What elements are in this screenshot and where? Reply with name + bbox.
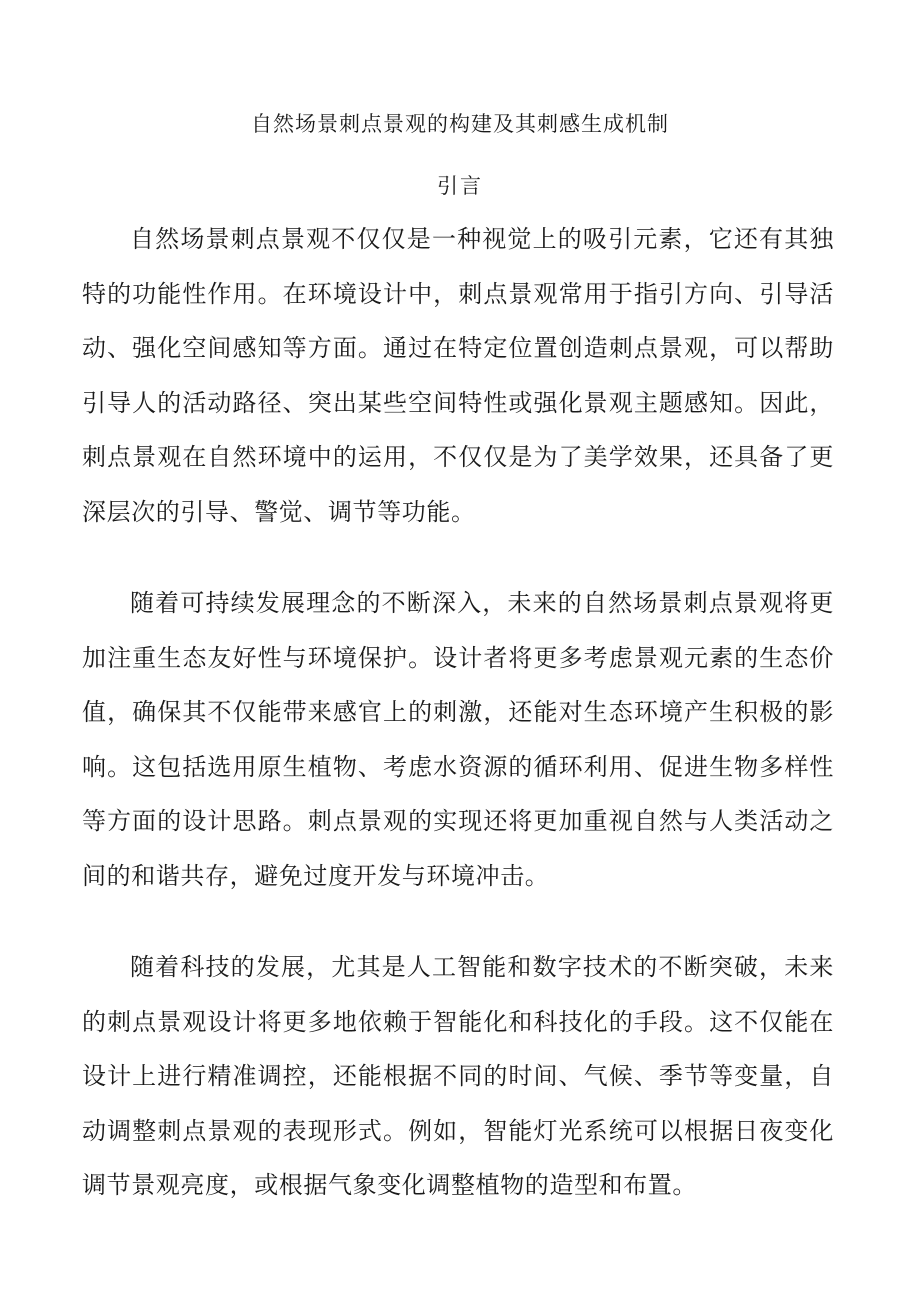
paragraph-3: 随着科技的发展，尤其是人工智能和数字技术的不断突破，未来的刺点景观设计将更多地依赖于智能化和科技化的手段。这不仅能在设计上进行精准调控，还能根据不同的时间、气候、季节等变量，自动调整刺点景观的表现形式。例如，智能灯光系统可以根据日夜变化调节景观亮度，或根据气象变化调整植物的造型和布置。 — [82, 953, 834, 1199]
section-heading: 引言 — [437, 174, 483, 198]
document-title: 自然场景刺点景观的构建及其刺感生成机制 — [251, 112, 669, 136]
paragraph-2: 随着可持续发展理念的不断深入，未来的自然场景刺点景观将更加注重生态友好性与环境保护。设计者将更多考虑景观元素的生态价值，确保其不仅能带来感官上的刺激，还能对生态环境产生积极的影响。这包括选用原生植物、考虑水资源的循环利用、促进生物多样性等方面的设计思路。刺点景观的实现还将更加重视自然与人类活动之间的和谐共存，避免过度开发与环境冲击。 — [82, 589, 834, 890]
document-body — [82, 212, 834, 1250]
paragraph-1: 自然场景刺点景观不仅仅是一种视觉上的吸引元素，它还有其独特的功能性作用。在环境设计中，刺点景观常用于指引方向、引导活动、强化空间感知等方面。通过在特定位置创造刺点景观，可以帮助引导人的活动路径、突出某些空间特性或强化景观主题感知。因此，刺点景观在自然环境中的运用，不仅仅是为了美学效果，还具备了更深层次的引导、警觉、调节等功能。 — [82, 225, 834, 526]
